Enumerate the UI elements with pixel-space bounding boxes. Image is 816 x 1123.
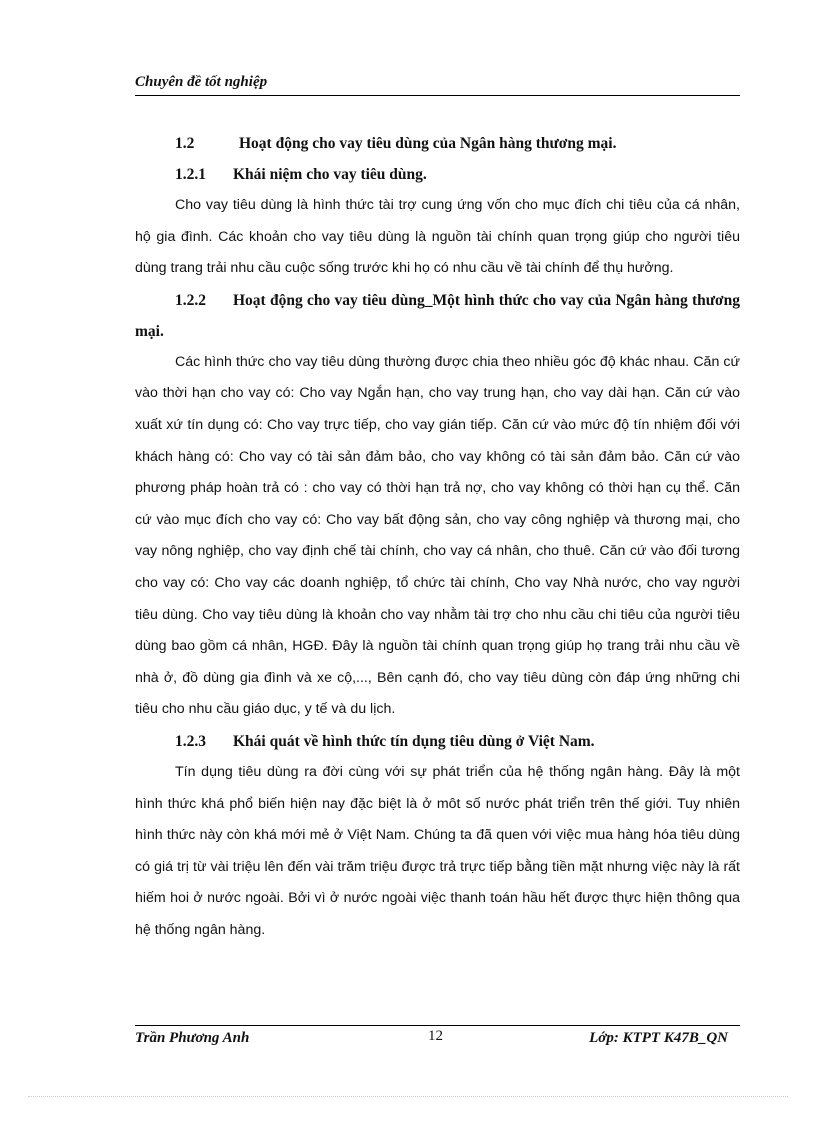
paragraph-1: Cho vay tiêu dùng là hình thức tài trợ cung ứng vốn cho mục đích chi tiêu của cá nhân, hộ gia đình. Các khoản cho vay tiêu dùng là nguồn tài chính quan trọng giúp cho người tiêu dùng trang trải nhu cầu cuộc sống trước khi họ có nhu cầu về tài chính để thụ hưởng. (135, 197, 740, 277)
heading-title: Hoạt động cho vay tiêu dùng của Ngân hàng thương mại. (239, 135, 617, 152)
footer-author: Trần Phương Anh (135, 1030, 250, 1046)
heading-1-2-2 (135, 285, 740, 347)
paragraph-3: Tín dụng tiêu dùng ra đời cùng với sự phát triển của hệ thống ngân hàng. Đây là một hình thức khá phổ biến hiện nay đặc biệt là ở môt số nước phát triển trên thế giới. Tuy nhiên hình thức này còn khá mới mẻ ở Việt Nam. Chúng ta đã quen với việc mua hàng hóa tiêu dùng có giá trị từ vài triệu lên đến vài trăm triệu được trả trực tiếp bằng tiền mặt nhưng việc này là rất hiếm hoi ở nước ngoài. Bởi vì ở nước ngoài việc thanh toán hầu hết được thực hiện thông qua hệ thống ngân hàng. (135, 763, 740, 938)
paragraph-2: Các hình thức cho vay tiêu dùng thường được chia theo nhiều góc độ khác nhau. Căn cứ vào thời hạn cho vay có: Cho vay Ngắn hạn, cho vay trung hạn, cho vay dài hạn. Căn cứ vào xuất xứ tín dụng có: Cho vay trực tiếp, cho vay gián tiếp. Căn cứ vào mức độ tín nhiệm đối với khách hàng có: Cho vay có tài sản đảm bảo, cho vay không có tài sản đảm bảo. Căn cứ vào phương pháp hoàn trả có : cho vay có thời hạn trả nợ, cho vay không có thời hạn cụ thể. Căn cứ vào mục đích cho vay có: Cho vay bất động sản, cho vay công nghiệp và thương mại, cho vay nông nghiệp, cho vay định chế tài chính, cho vay cá nhân, cho thuê. Căn cứ vào đối tương cho vay có: Cho vay các doanh nghiệp, tổ chức tài chính, Cho vay Nhà nước, cho vay người tiêu dùng. Cho vay tiêu dùng là khoản cho vay nhằm tài trợ cho nhu cầu chi tiêu của người tiêu dùng bao gồm cá nhân, HGĐ. Đây là nguồn tài chính quan trọng giúp họ trang trải nhu cầu về nhà ở, đồ dùng gia đình và xe cộ,..., Bên cạnh đó, cho vay tiêu dùng còn đáp ứng những chi tiêu cho nhu cầu giáo dục, y tế và du lịch. (135, 353, 740, 718)
page-header (135, 74, 740, 96)
page-footer (135, 1025, 740, 1054)
footer-class: Lớp: KTPT K47B_QN (589, 1030, 728, 1046)
header-title: Chuyên đề tốt nghiệp (135, 74, 268, 90)
heading-number: 1.2.3 (175, 732, 206, 750)
heading-1-2-3 (135, 726, 740, 757)
heading-number: 1.2 (175, 135, 195, 152)
page-edge-divider (28, 1096, 788, 1097)
heading-title: Hoạt động cho vay tiêu dùng_Một hình thức cho vay của Ngân hàng thương mại. (135, 291, 740, 340)
heading-title: Khái niệm cho vay tiêu dùng. (233, 166, 427, 183)
heading-number: 1.2.1 (175, 166, 206, 183)
heading-1-2 (135, 128, 740, 159)
heading-title: Khái quát về hình thức tín dụng tiêu dùng ở Việt Nam. (233, 732, 595, 750)
document-body (135, 128, 740, 946)
heading-number: 1.2.2 (175, 291, 206, 309)
page-number: 12 (428, 1028, 443, 1044)
heading-1-2-1 (135, 159, 740, 190)
